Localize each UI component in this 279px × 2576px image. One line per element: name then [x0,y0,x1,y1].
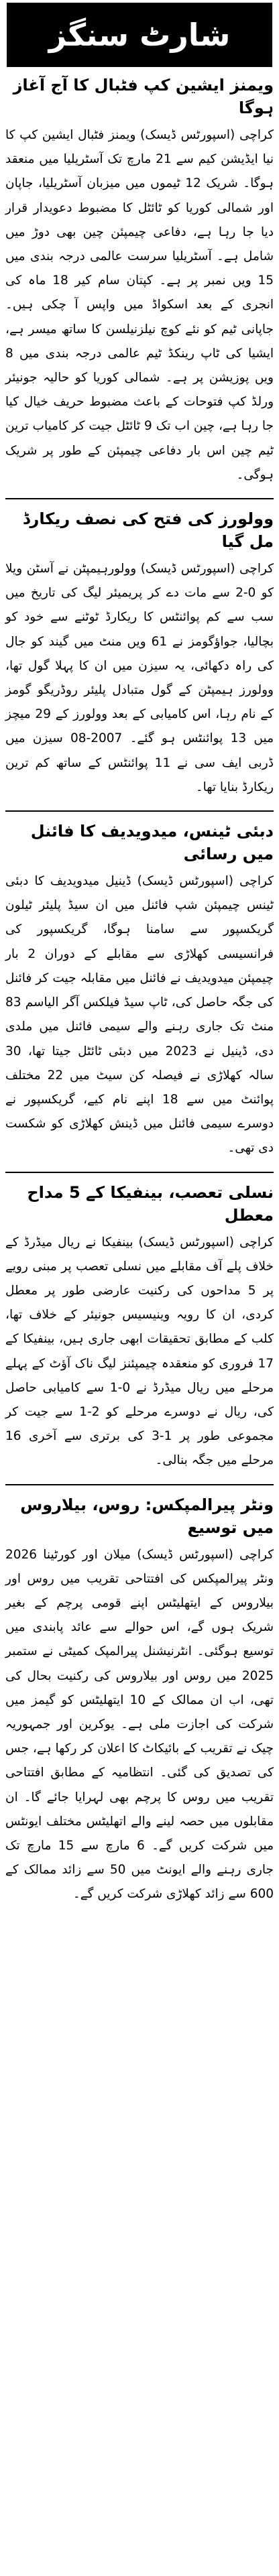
news-article [5,74,274,487]
news-article [5,820,274,1160]
article-body: کراچی (اسپورٹس ڈیسک) وولورہیمپٹن نے آسٹن ویلا کو 0-2 سے مات دے کر پریمیئر لیگ کی تاریخ میں سب سے کم پوائنٹس کا ریکارڈ ٹوٹنے سے خود کو بچالیا، جواؤگومز نے 61 ویں منٹ میں گیند کو جال کی راہ دکھائی، یہ سیزن میں ان کا پہلا گول تھا، وولورز ہیمپٹن کے گول متبادل پلیئر روڈریگو گومز کے نام رہا، اس کامیابی کے بعد وولورز کے 29 میچز میں 13 پوائنٹس ہو گئے۔ 2007-08 سیزن میں ڈربی ایف سی نے 11 پوائنٹس کے ساتھ کم ترین ریکارڈ بنایا تھا۔ [5,562,274,794]
article-body: کراچی (اسپورٹس ڈیسک) ڈینیل میدویدیف کا دبئی ٹینس چیمپئن شپ فائنل میں ان سیڈ پلیئر ٹیلون گریکسپور سے سامنا ہوگا، گریکسپور کی فرانسیسی کھلاڑی سے مقابلے کے دوران 2 بار چیمپئن میدویدیف نے فائنل میں مقابلہ جیت کر فائنل کی جگہ حاصل کی، ٹاپ سیڈ فیلکس آگر الیاسم 83 منٹ تک جاری رہنے والے سیمی فائنل میں ملدی دی، ڈینیل نے 2023 میں دبئی ٹائٹل جیتا تھا، 30 سالہ کھلاڑی نے فیصلہ کن سیٹ میں 22 مختلف پوائنٹ میں سے 18 اپنے نام کیے، گریکسپور نے دوسرے سیمی فائنل میں ڈینش کھلاڑی کو شکست دی تھی۔ [5,874,274,1156]
news-article [5,1493,274,1907]
section-title: شارٹ سنگز [48,17,231,53]
news-article [5,1181,274,1473]
article-headline: ویمنز ایشین کپ فٹبال کا آج آغاز ہوگا [13,76,274,117]
article-body: کراچی (اسپورٹس ڈیسک) ویمنز فٹبال ایشین کپ کا نیا ایڈیشن کیم سے 21 مارچ تک آسٹریلیا میں منعقد ہوگا۔ شریک 12 ٹیموں میں میزبان آسٹریلیا، جاپان اور شمالی کوریا کو ٹائٹل کا مضبوط دعویدار قرار دیا جا رہا ہے، دفاعی چیمپئن چین بھی دوڑ میں شامل ہے۔ آسٹریلیا سرست عالمی درجہ بندی میں 15 ویں نمبر پر ہے۔ کپتان سام کیر 18 ماہ کی انجری کے بعد اسکواڈ میں واپس آ چکی ہیں۔ جاپانی ٹیم کو نئے کوچ نیلزنیلسن کا ساتھ میسر ہے، ایشیا کی ٹاپ رینکڈ ٹیم عالمی درجہ بندی میں 8 ویں پوزیشن پر ہے۔ شمالی کوریا کو حالیہ جونیئر ورلڈ کپ فتوحات کے باعث مضبوط حریف خیال کیا جا رہا ہے، چین اب تک 9 ٹائٹل جیت کر کامیاب ترین ٹیم چین اس بار دفاعی چیمپئن کے طور پر شریک ہوگی۔ [5,128,274,482]
article-headline: ونٹر پیرالمپکس: روس، بیلاروس میں توسیع [20,1495,274,1537]
article-headline: دبئی ٹینس، میدویدیف کا فائنل میں رسائی [30,822,274,864]
divider [5,498,274,499]
article-headline: نسلی تعصب، بینفیکا کے 5 مداح معطل [27,1182,274,1225]
news-column [5,72,274,1918]
news-article [5,507,274,800]
divider [5,1172,274,1173]
article-body: کراچی (اسپورٹس ڈیسک) بینفیکا نے ریال میڈرڈ کے خلاف پلے آف مقابلے میں نسلی تعصب پر مبنی رویے پر 5 مداحوں کی رکنیت عارضی طور پر معطل کردی، ان کا رویہ وینیسیس جونیئر کے خلاف تھا، کلب کے مطابق تحقیقات ابھی جاری ہیں، بینفیکا کے 17 فروری کو منعقدہ چیمپئنز لیگ ناک آؤٹ کے پہلے مرحلے میں ریال میڈرڈ نے 0-1 سے کامیابی حاصل کی، ریال نے دوسرے مرحلے کو 2-1 سے جیت کر مجموعی طور پر 1-3 کی برتری سے آخری 16 مرحلے میں جگہ بنالی۔ [5,1235,274,1468]
section-banner [7,3,272,67]
divider [5,1484,274,1485]
divider [5,810,274,812]
article-body: کراچی (اسپورٹس ڈیسک) میلان اور کورٹینا 2026 ونٹر پیرالمپکس کی افتتاحی تقریب میں روس اور بیلاروس کے ایتھلیٹس اپنے قومی پرچم کے بغیر شریک ہوں گے، اس حوالے سے عائد پابندی میں توسیع ہوگئی۔ انٹرنیشنل پیرالمپک کمیٹی نے ستمبر 2025 میں روس اور بیلاروس کی رکنیت بحال کی تھی، اب ان ممالک کے 10 ایتھلیٹس کو گیمز میں شرکت کی اجازت ملی ہے۔ یوکرین اور جمہوریہ چیک نے تقریب کے بائیکاٹ کا اعلان کر رکھا ہے، جس کی تصدیق کی گئی۔ انتظامیہ کے مطابق افتتاحی تقریب میں روس کا پرچم بھی لہرایا جائے گا۔ ان مقابلوں میں حصہ لینے والے اتھلیٹس مختلف ایونٹس میں شرکت کریں گے۔ 6 مارچ سے 15 مارچ تک جاری رہنے والے ایونٹ میں 50 سے زائد ممالک کے 600 سے زائد کھلاڑی شرکت کریں گے۔ [5,1547,274,1902]
article-headline: وولورز کی فتح کی نصف ریکارڈ مل گیا [22,509,274,552]
